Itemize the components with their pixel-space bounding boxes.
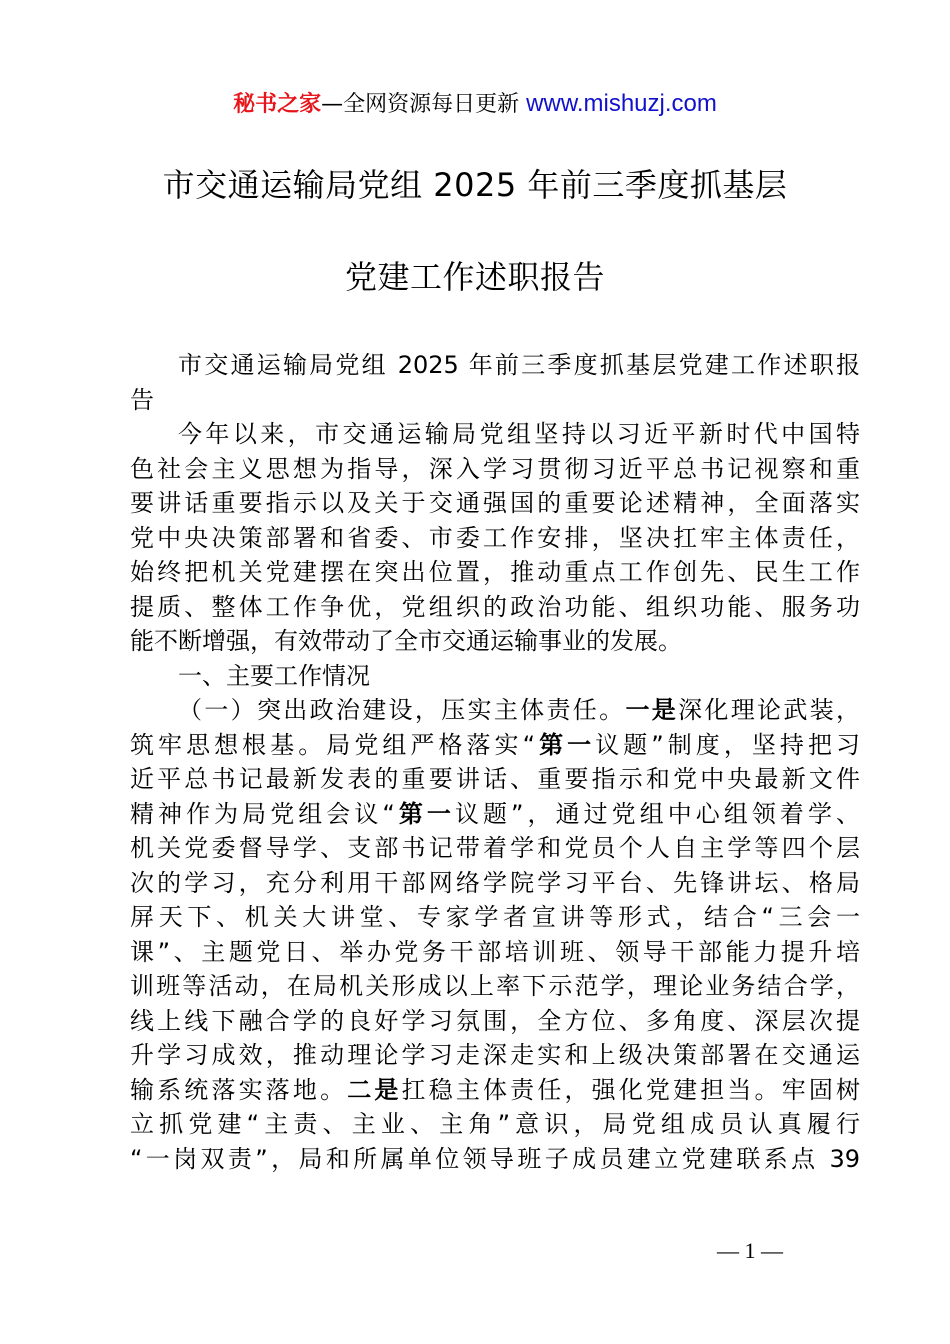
banner-slogan: —全网资源每日更新 — [321, 92, 520, 117]
body-line: 今年以来，市交通运输局党组坚持以习近平新时代中国特 — [178, 420, 860, 448]
document-title-line-1: 市交通运输局党组 2025 年前三季度抓基层 — [162, 166, 788, 204]
body-line: 升学习成效，推动理论学习走深走实和上级决策部署在交通运 — [130, 1041, 860, 1069]
body-line: 机关党委督导学、支部书记带着学和党员个人自主学等四个层 — [130, 834, 860, 862]
body-line: “一岗双责”，局和所属单位领导班子成员建立党建联系点 39 — [130, 1144, 860, 1173]
brand-name: 秘书之家 — [233, 92, 322, 117]
body-line: 提质、整体工作争优，党组织的政治功能、组织功能、服务功 — [130, 592, 860, 621]
body-text: 精神作为局党组会议“ — [130, 799, 395, 828]
body-line: 立抓党建“主责、主业、主角”意识，局党组成员认真履行 — [130, 1110, 860, 1138]
body-line: 始终把机关党建摆在突出位置，推动重点工作创先、民生工作 — [130, 558, 860, 586]
document-title-line-2: 党建工作述职报告 — [344, 258, 605, 296]
body-line: 色社会主义思想为指导，深入学习贯彻习近平总书记视察和重 — [130, 454, 860, 483]
body-text: 扛稳主体责任，强化党建担当。牢固树 — [401, 1075, 861, 1104]
body-line: 屏天下、机关大讲堂、专家学者宣讲等形式，结合“三会一 — [130, 903, 860, 931]
body-text: 议题”制度，坚持把习 — [595, 730, 861, 759]
body-line: 市交通运输局党组 2025 年前三季度抓基层党建工作述职报 — [178, 351, 860, 379]
body-line: 训班等活动，在局机关形成以上率下示范学，理论业务结合学， — [130, 972, 860, 1000]
body-line: 近平总书记最新发表的重要讲话、重要指示和党中央最新文件 — [130, 765, 860, 793]
page-number: — 1 — — [717, 1238, 783, 1263]
body-line: 能不断增强，有效带动了全市交通运输事业的发展。 — [130, 627, 682, 655]
emphasis-text: 二是 — [347, 1075, 402, 1104]
document-body — [130, 348, 860, 1176]
site-banner — [0, 88, 950, 121]
body-line — [130, 797, 860, 832]
site-link[interactable]: www.mishuzj.com — [526, 90, 717, 117]
emphasis-text: 一是 — [625, 696, 679, 724]
emphasis-text: 第一 — [535, 730, 596, 759]
body-line — [130, 1073, 860, 1108]
emphasis-text: 第一 — [394, 799, 455, 828]
subsection-heading: （一）突出政治建设，压实主体责任。 — [178, 696, 626, 724]
body-line: 线上线下融合学的良好学习氛围，全方位、多角度、深层次提 — [130, 1006, 860, 1035]
body-line: 告 — [130, 385, 154, 414]
body-line: 课”、主题党日、举办党务干部培训班、领导干部能力提升培 — [130, 937, 860, 966]
body-line: 要讲话重要指示以及关于交通强国的重要论述精神，全面落实 — [130, 489, 860, 517]
body-text: 筑牢思想根基。局党组严格落实“ — [130, 730, 536, 759]
body-text: 议题”，通过党组中心组领着学、 — [454, 799, 861, 828]
section-heading: 一、主要工作情况 — [178, 661, 370, 690]
body-text: 输系统落实落地。 — [130, 1075, 348, 1104]
body-line: 次的学习，充分利用干部网络学院学习平台、先锋讲坛、格局 — [130, 868, 860, 897]
body-line — [130, 693, 860, 728]
body-line — [130, 728, 860, 763]
body-text: 深化理论武装， — [678, 696, 861, 724]
body-line: 党中央决策部署和省委、市委工作安排，坚决扛牢主体责任， — [130, 523, 860, 552]
